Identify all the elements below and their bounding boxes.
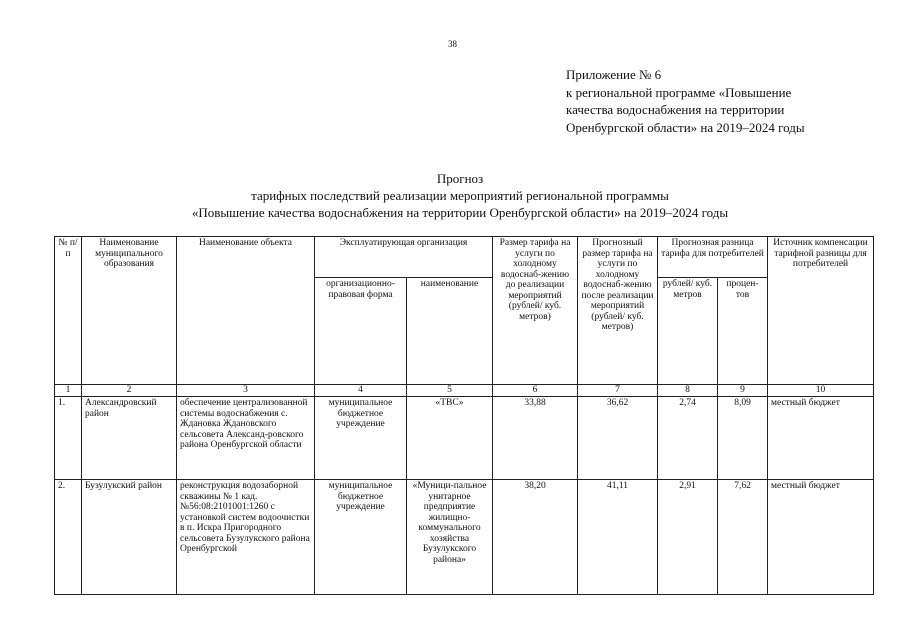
column-number: 3 — [177, 385, 315, 397]
row-tariff-before: 38,20 — [493, 480, 578, 595]
row-num: 1. — [55, 397, 82, 480]
column-number: 4 — [315, 385, 407, 397]
row-diff-rub: 2,91 — [658, 480, 718, 595]
row-operator-form: муниципальное бюджетное учреждение — [315, 480, 407, 595]
annex-block — [566, 66, 886, 136]
header-object: Наименование объекта — [177, 237, 315, 385]
annex-line: Приложение № 6 — [566, 67, 662, 82]
header-diff: Прогнозная разница тарифа для потребителей — [658, 237, 768, 278]
row-operator-name: «ТВС» — [407, 397, 493, 480]
header-municipality: Наименование муниципального образования — [82, 237, 177, 385]
page-number: 38 — [448, 39, 457, 49]
row-tariff-before: 33,88 — [493, 397, 578, 480]
row-tariff-after: 36,62 — [578, 397, 658, 480]
header-tariff-after: Прогнозный размер тарифа на услуги по холодному водоснаб-жению после реализации мероприятий (рублей/ куб. метров) — [578, 237, 658, 385]
tariff-table — [54, 236, 874, 595]
annex-line: к региональной программе «Повышение — [566, 84, 792, 100]
title-line: «Повышение качества водоснабжения на территории Оренбургской области» на 2019–2024 годы — [191, 205, 729, 220]
row-operator-name: «Муници-пальное унитарное предприятие жилищно-коммунального хозяйства Бузулукского района» — [407, 480, 493, 595]
document-title — [0, 170, 905, 221]
annex-line: Оренбургской области» на 2019–2024 годы — [566, 119, 805, 135]
header-tariff-before: Размер тарифа на услуги по холодному водоснаб-жению до реализации мероприятий (рублей/ куб. метров) — [493, 237, 578, 385]
header-operator-name: наименование — [407, 278, 493, 385]
header-operator: Эксплуатирующая организация — [315, 237, 493, 278]
row-municipality: Бузулукский район — [82, 480, 177, 595]
header-operator-form: организационно-правовая форма — [315, 278, 407, 385]
row-diff-pct: 8,09 — [718, 397, 768, 480]
column-number: 6 — [493, 385, 578, 397]
row-source: местный бюджет — [768, 480, 874, 595]
column-number: 5 — [407, 385, 493, 397]
title-line: Прогноз — [436, 171, 484, 186]
row-tariff-after: 41,11 — [578, 480, 658, 595]
column-number: 1 — [55, 385, 82, 397]
row-operator-form: муниципальное бюджетное учреждение — [315, 397, 407, 480]
column-number: 9 — [718, 385, 768, 397]
column-number: 2 — [82, 385, 177, 397]
row-object: реконструкция водозаборной скважины № 1 кад.№56:08:2101001:1260 с установкой систем водоочистки в п. Искра Пригородного сельсовета Бузулукского района Оренбургской — [177, 480, 315, 595]
row-num: 2. — [55, 480, 82, 595]
row-municipality: Александровский район — [82, 397, 177, 480]
row-diff-rub: 2,74 — [658, 397, 718, 480]
annex-line: качества водоснабжения на территории — [566, 102, 785, 117]
title-line: тарифных последствий реализации мероприятий региональной программы — [251, 188, 669, 203]
table-row — [55, 397, 874, 480]
column-number: 8 — [658, 385, 718, 397]
column-number: 10 — [768, 385, 874, 397]
header-diff-rub: рублей/ куб. метров — [658, 278, 718, 385]
header-num: № п/п — [55, 237, 82, 385]
header-diff-pct: процен-тов — [718, 278, 768, 385]
table-row — [55, 480, 874, 595]
row-diff-pct: 7,62 — [718, 480, 768, 595]
header-source: Источник компенсации тарифной разницы для потребителей — [768, 237, 874, 385]
row-source: местный бюджет — [768, 397, 874, 480]
column-number: 7 — [578, 385, 658, 397]
row-object: обеспечение централизованной системы водоснабжения с. Ждановка Ждановского сельсовета Александ-ровского района Оренбургской области — [177, 397, 315, 480]
header-row — [55, 237, 874, 278]
column-number-row — [55, 385, 874, 397]
